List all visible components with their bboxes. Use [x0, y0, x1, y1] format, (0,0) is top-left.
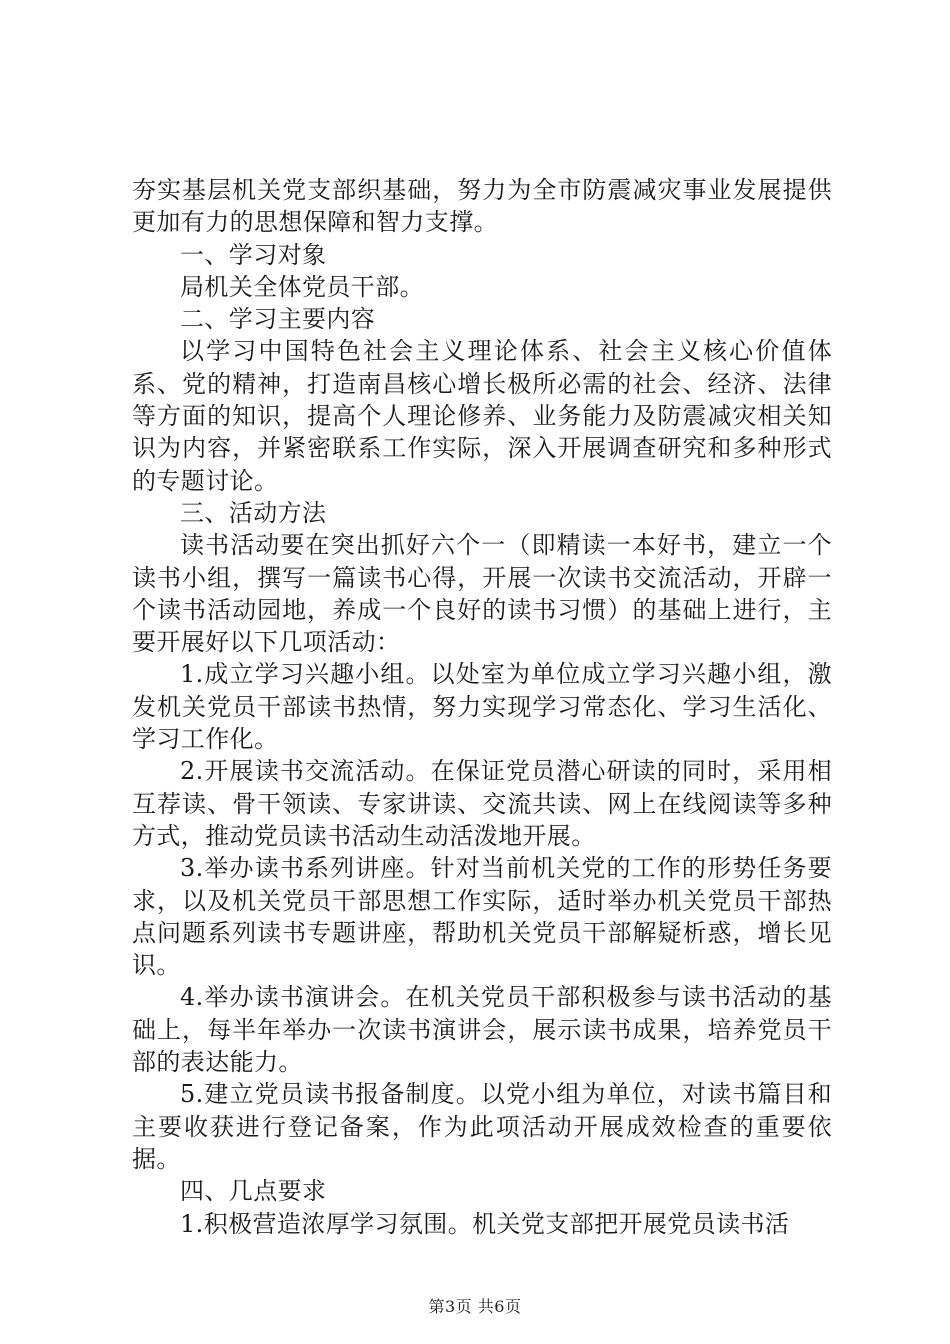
- section-heading-activity-method: 三、活动方法: [180, 498, 327, 527]
- paragraph-learning-target: 局机关全体党员干部。: [180, 272, 424, 301]
- list-item-4: 4.举办读书演讲会。在机关党员干部积极参与读书活动的基础上，每半年举办一次读书演讲会，展示读书成果，培养党员干部的表达能力。: [132, 983, 832, 1077]
- list-item-2: 2.开展读书交流活动。在保证党员潜心研读的同时，采用相互荐读、骨干领读、专家讲读、交流共读、网上在线阅读等多种方式，推动党员读书活动生动活泼地开展。: [132, 757, 832, 850]
- list-item-1: 1.成立学习兴趣小组。以处室为单位成立学习兴趣小组，激发机关党员干部读书热情，努力实现学习常态化、学习生活化、学习工作化。: [132, 660, 832, 754]
- document-body: [132, 174, 832, 1240]
- page-number-footer: 第3页 共6页: [428, 1297, 522, 1316]
- section-heading-requirements: 四、几点要求: [180, 1177, 327, 1206]
- requirement-item-1: 1.积极营造浓厚学习氛围。机关党支部把开展党员读书活: [180, 1209, 790, 1238]
- paragraph-continuation: 夯实基层机关党支部织基础，努力为全市防震减灾事业发展提供更加有力的思想保障和智力支撑。: [132, 176, 832, 237]
- list-item-3: 3.举办读书系列讲座。针对当前机关党的工作的形势任务要求，以及机关党员干部思想工作实际，适时举办机关党员干部热点问题系列读书专题讲座，帮助机关党员干部解疑析惑，增长见识。: [132, 854, 832, 980]
- section-heading-learning-target: 一、学习对象: [180, 240, 327, 269]
- list-item-5: 5.建立党员读书报备制度。以党小组为单位，对读书篇目和主要收获进行登记备案，作为此项活动开展成效检查的重要依据。: [132, 1080, 832, 1173]
- paragraph-activity-method: 读书活动要在突出抓好六个一（即精读一本好书，建立一个读书小组，撰写一篇读书心得，开展一次读书交流活动，开辟一个读书活动园地，养成一个良好的读书习惯）的基础上进行，主要开展好以下几项活动：: [132, 531, 832, 657]
- paragraph-main-content: 以学习中国特色社会主义理论体系、社会主义核心价值体系、党的精神，打造南昌核心增长极所必需的社会、经济、法律等方面的知识，提高个人理论修养、业务能力及防震减灾相关知识为内容，并紧密联系工作实际，深入开展调查研究和多种形式的专题讨论。: [132, 337, 832, 495]
- section-heading-main-content: 二、学习主要内容: [180, 305, 376, 334]
